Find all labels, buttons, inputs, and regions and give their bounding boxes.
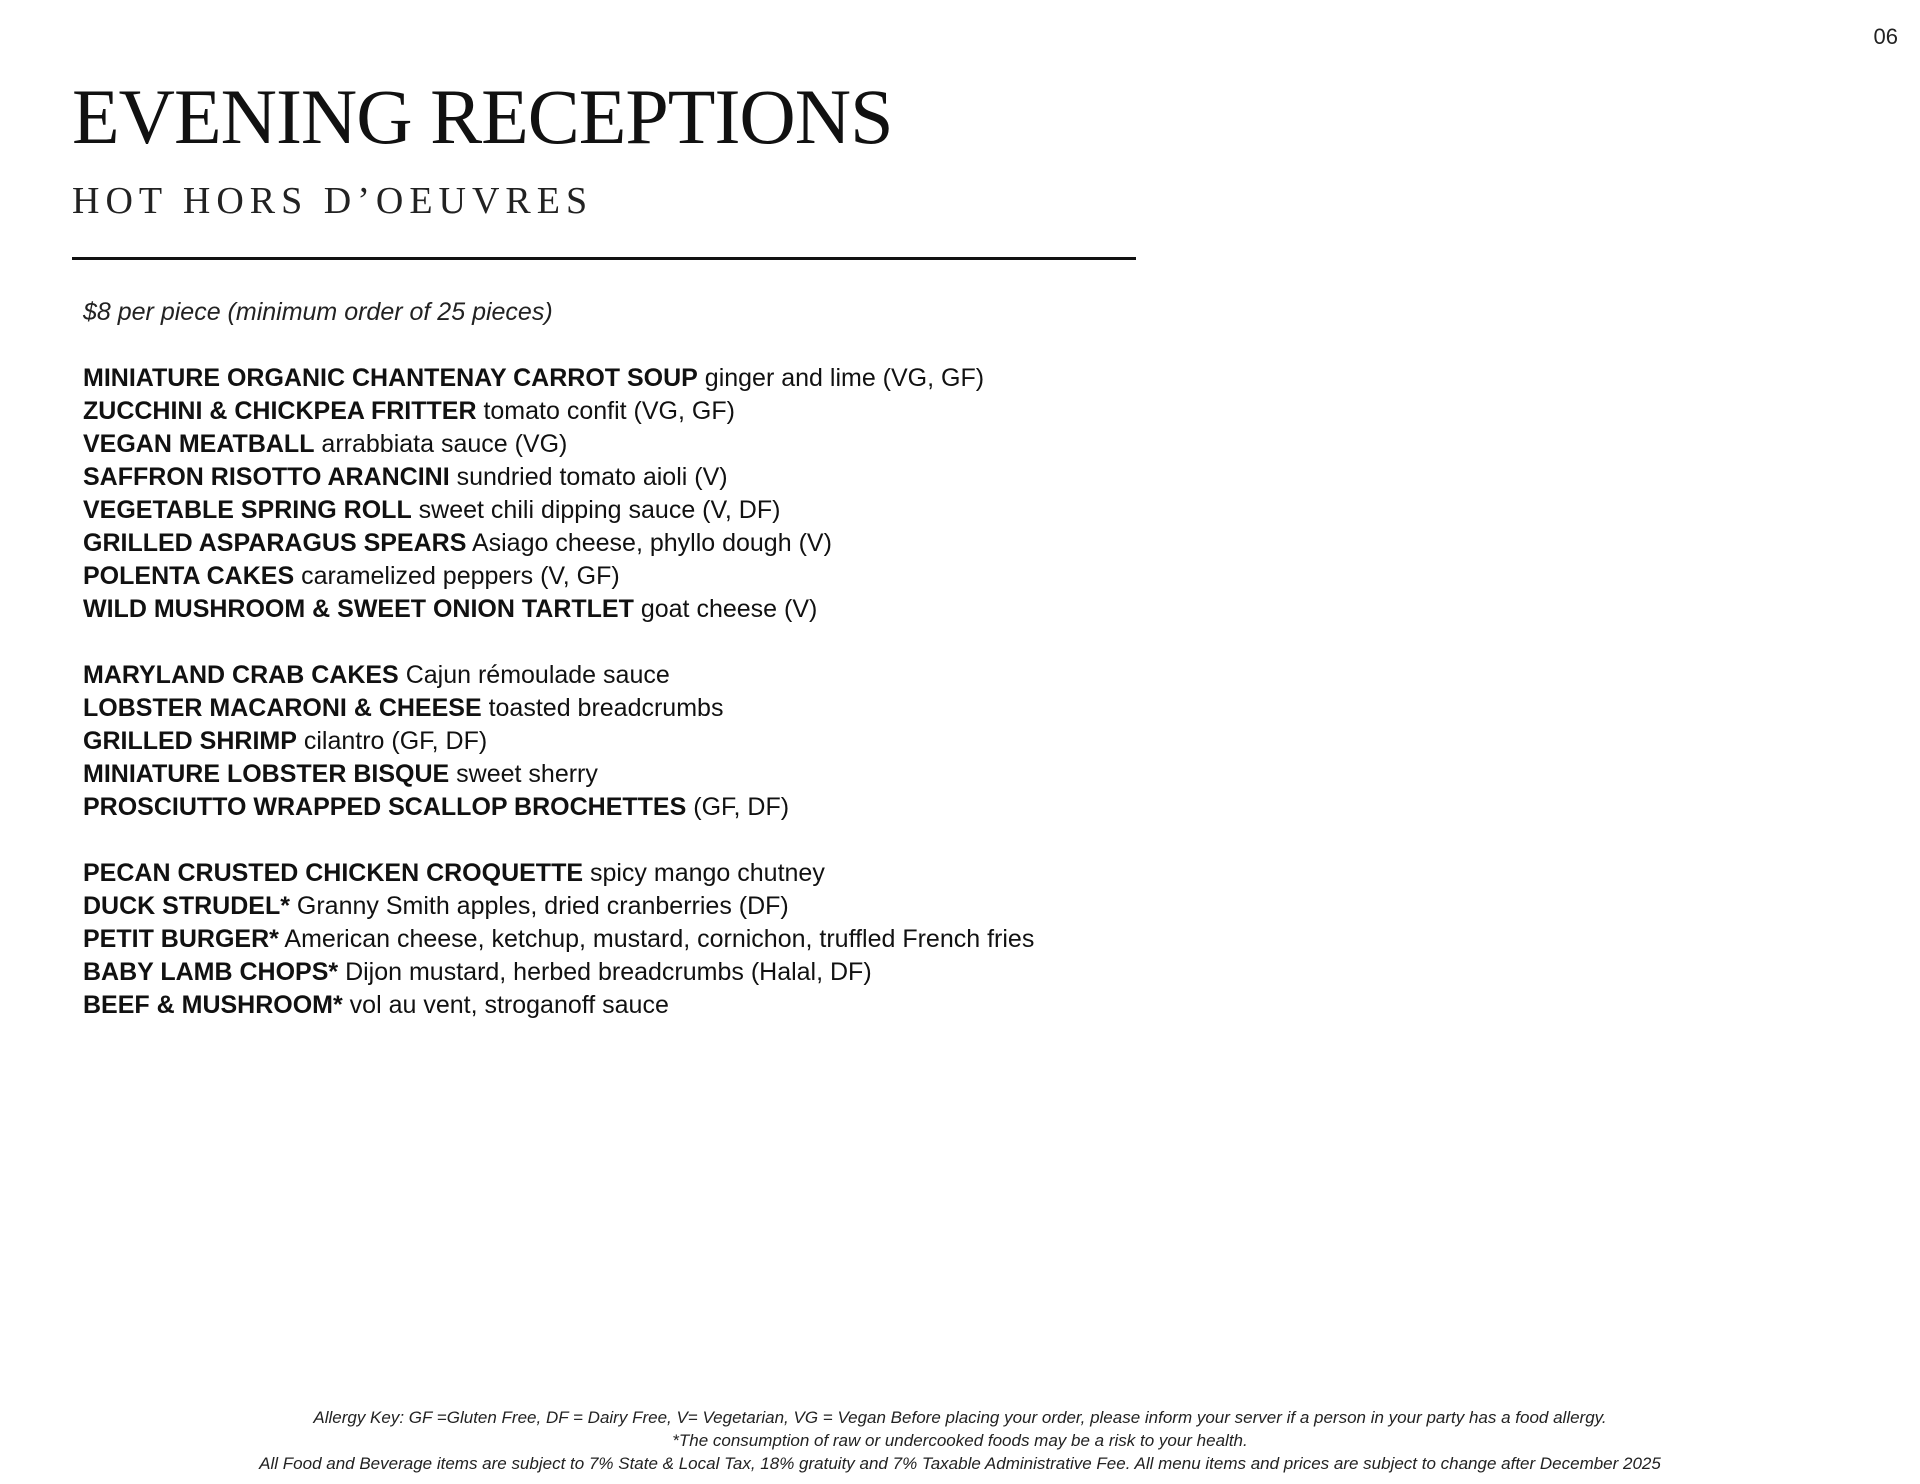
- menu-item-description: toasted breadcrumbs: [481, 694, 724, 722]
- menu-item-description: tomato confit (VG, GF): [476, 397, 735, 425]
- menu-item-name: PROSCIUTTO WRAPPED SCALLOP BROCHETTES: [83, 793, 687, 821]
- menu-item-name: BEEF & MUSHROOM*: [83, 991, 343, 1019]
- section-subtitle: HOT HORS D’OEUVRES: [72, 180, 594, 222]
- menu-item: [83, 890, 1183, 923]
- menu-item-description: Cajun rémoulade sauce: [398, 661, 670, 689]
- menu-item-name: MINIATURE LOBSTER BISQUE: [83, 760, 450, 788]
- menu-item: [83, 989, 1183, 1022]
- menu-item: [83, 593, 1183, 626]
- menu-item-name: GRILLED ASPARAGUS SPEARS: [83, 529, 467, 557]
- menu-item-description: arrabbiata sauce (VG): [314, 430, 568, 458]
- price-note: $8 per piece (minimum order of 25 pieces): [83, 298, 553, 326]
- divider: [72, 257, 1136, 260]
- menu-item-description: (GF, DF): [686, 793, 790, 821]
- allergy-key: Allergy Key: GF =Gluten Free, DF = Dairy Free, V= Vegetarian, VG = Vegan Before placing your order, please inform your server if a person in your party has a food allergy.: [313, 1408, 1607, 1427]
- menu-item: [83, 956, 1183, 989]
- menu-item-description: sundried tomato aioli (V): [449, 463, 728, 491]
- menu-item-name: MINIATURE ORGANIC CHANTENAY CARROT SOUP: [83, 364, 698, 392]
- menu-item: [83, 527, 1183, 560]
- menu-item-name: PECAN CRUSTED CHICKEN CROQUETTE: [83, 859, 584, 887]
- menu-item-name: VEGETABLE SPRING ROLL: [83, 496, 412, 524]
- menu-item-name: VEGAN MEATBALL: [83, 430, 315, 458]
- menu-item: [83, 923, 1183, 956]
- menu-item: [83, 395, 1183, 428]
- menu-item-name: SAFFRON RISOTTO ARANCINI: [83, 463, 450, 491]
- menu-item-name: LOBSTER MACARONI & CHEESE: [83, 694, 482, 722]
- menu-item-description: caramelized peppers (V, GF): [294, 562, 620, 590]
- menu-item: [83, 461, 1183, 494]
- menu-item-description: cilantro (GF, DF): [296, 727, 488, 755]
- menu-item-name: WILD MUSHROOM & SWEET ONION TARTLET: [83, 595, 634, 623]
- menu-group-vegetarian: [83, 362, 1183, 626]
- menu-item: [83, 659, 1183, 692]
- menu-item-description: sweet chili dipping sauce (V, DF): [411, 496, 781, 524]
- footer-notes: [0, 1406, 1920, 1475]
- menu-item-description: spicy mango chutney: [583, 859, 825, 887]
- menu-item: [83, 725, 1183, 758]
- menu-item: [83, 362, 1183, 395]
- menu-item: [83, 494, 1183, 527]
- menu-item-description: goat cheese (V): [633, 595, 818, 623]
- menu-item-description: American cheese, ketchup, mustard, cornichon, truffled French fries: [278, 925, 1035, 953]
- menu-group-seafood: [83, 659, 1183, 824]
- menu-item-name: PETIT BURGER*: [83, 925, 279, 953]
- menu-item: [83, 560, 1183, 593]
- menu-item-name: DUCK STRUDEL*: [83, 892, 290, 920]
- menu-item: [83, 758, 1183, 791]
- menu-item: [83, 692, 1183, 725]
- menu-item-description: Granny Smith apples, dried cranberries (DF): [289, 892, 789, 920]
- menu-item-name: MARYLAND CRAB CAKES: [83, 661, 399, 689]
- tax-note: All Food and Beverage items are subject to 7% State & Local Tax, 18% gratuity and 7% Taxable Administrative Fee. All menu items and prices are subject to change after December 2025: [259, 1454, 1661, 1473]
- menu-group-meat: [83, 857, 1183, 1022]
- page-number: 06: [1873, 24, 1898, 49]
- menu-item: [83, 857, 1183, 890]
- menu-item-name: GRILLED SHRIMP: [83, 727, 297, 755]
- menu-item: [83, 791, 1183, 824]
- menu-item-name: POLENTA CAKES: [83, 562, 295, 590]
- menu-item-description: sweet sherry: [449, 760, 598, 788]
- menu-item-description: Asiago cheese, phyllo dough (V): [466, 529, 832, 557]
- menu-item-description: ginger and lime (VG, GF): [697, 364, 985, 392]
- raw-food-warning: *The consumption of raw or undercooked foods may be a risk to your health.: [672, 1431, 1248, 1450]
- menu-content: [83, 296, 1183, 1055]
- menu-item-description: vol au vent, stroganoff sauce: [342, 991, 669, 1019]
- menu-item-name: BABY LAMB CHOPS*: [83, 958, 339, 986]
- menu-item: [83, 428, 1183, 461]
- page-title: EVENING RECEPTIONS: [72, 73, 893, 160]
- menu-item-name: ZUCCHINI & CHICKPEA FRITTER: [83, 397, 477, 425]
- menu-item-description: Dijon mustard, herbed breadcrumbs (Halal, DF): [338, 958, 872, 986]
